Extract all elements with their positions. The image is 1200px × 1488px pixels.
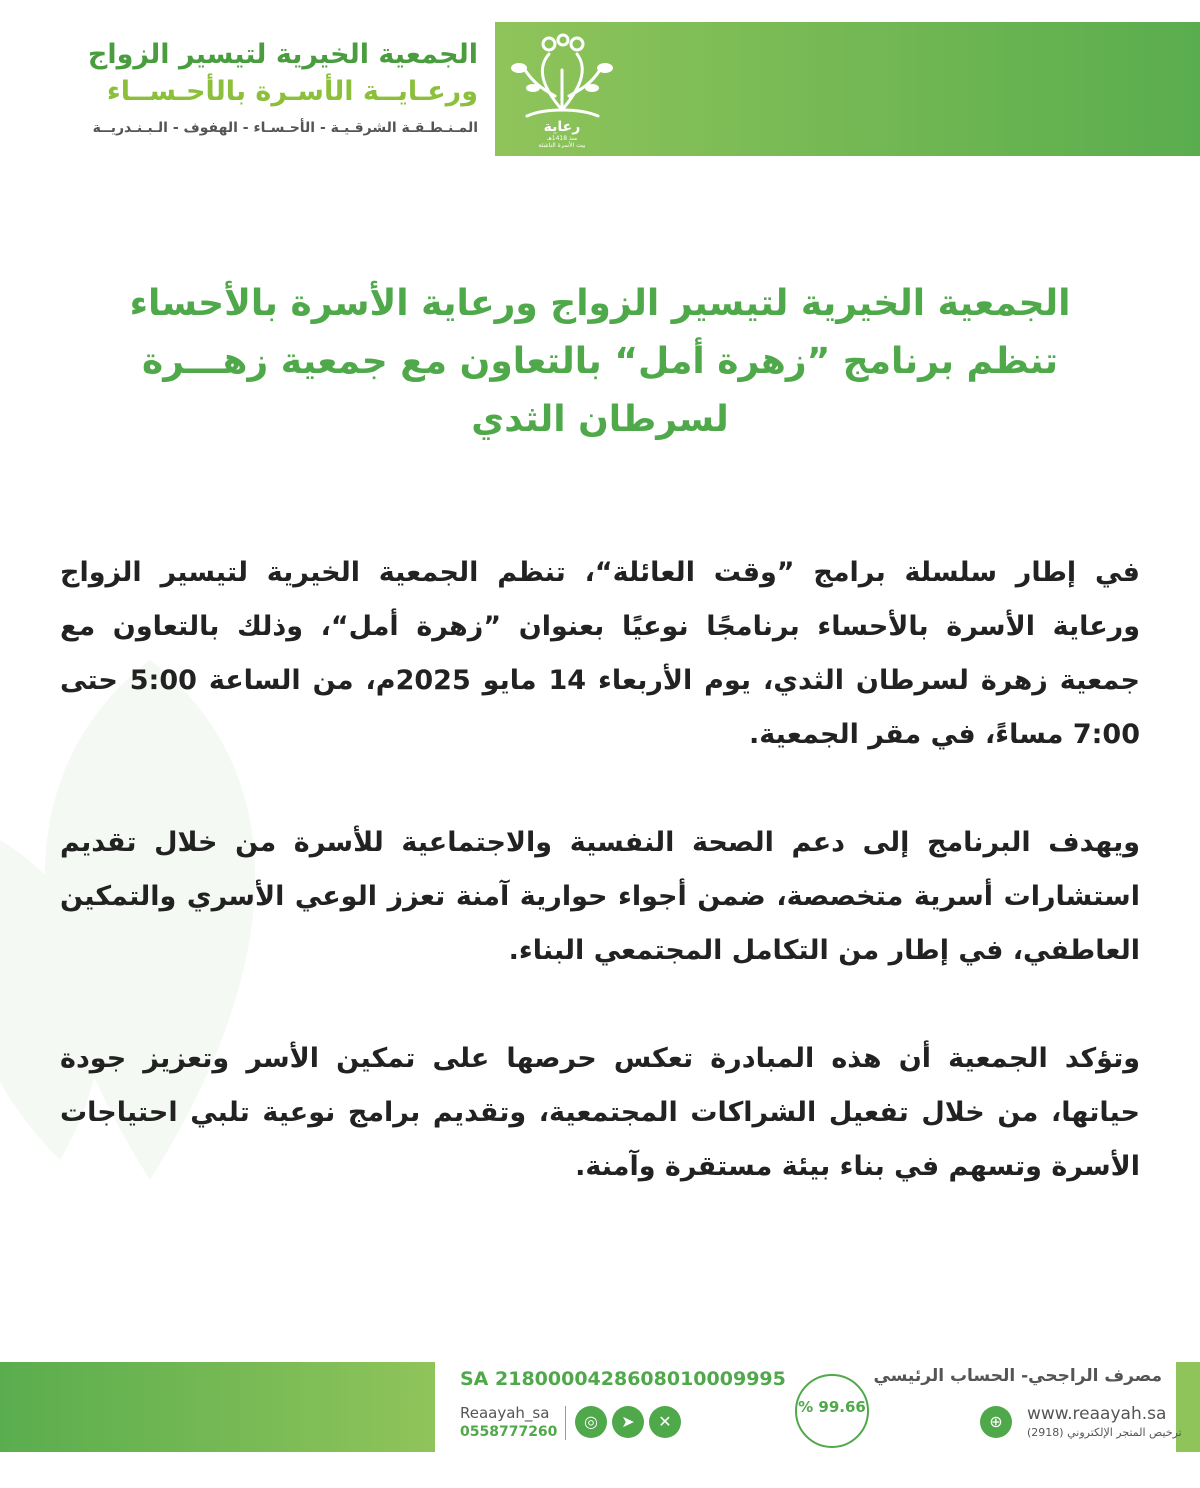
x-icon[interactable]: ✕ [649, 1406, 681, 1438]
logo-name: رعاية [543, 119, 581, 135]
telegram-icon[interactable]: ➤ [612, 1406, 644, 1438]
article-body [60, 546, 1140, 1248]
logo-tagline: بيت الأسرة الناشئة [538, 142, 586, 148]
store-license: ترخيص المتجر الإلكتروني (2918) [1027, 1426, 1182, 1439]
logo-since: منذ 1418هـ [546, 135, 578, 142]
paragraph-2: ويهدف البرنامج إلى دعم الصحة النفسية والاجتماعية للأسرة من خلال تقديم استشارات أسرية متخصصة، ضمن أجواء حوارية آمنة تعزز الوعي الأسري والتمكين العاطفي، في إطار من التكامل المجتمعي البناء. [60, 827, 1140, 966]
footer-band-left [0, 1362, 435, 1452]
globe-icon[interactable]: ⊕ [980, 1406, 1012, 1438]
org-region: المـنـطـقـة الشرقـيـة - الأحـسـاء - الهفوف - الـبـنـدريــة [92, 120, 478, 136]
org-name-line1: الجمعية الخيرية لتيسير الزواج [87, 39, 478, 70]
paragraph-3: وتؤكد الجمعية أن هذه المبادرة تعكس حرصها على تمكين الأسر وتعزيز جودة حياتها، من خلال تفعيل الشراكات المجتمعية، وتقديم برامج نوعية تلبي احتياجات الأسرة وتسهم في بناء بيئة مستقرة وآمنة. [60, 1043, 1140, 1182]
page-title [80, 275, 1120, 449]
logo [505, 30, 620, 148]
paragraph-1: في إطار سلسلة برامج ”وقت العائلة“، تنظم الجمعية الخيرية لتيسير الزواج ورعاية الأسرة بالأحساء برنامجًا نوعيًا بعنوان ”زهرة أمل“، وذلك بالتعاون مع جمعية زهرة لسرطان الثدي، يوم الأربعاء 14 مايو 2025م، من الساعة 5:00 حتى 7:00 مساءً، في مقر الجمعية. [60, 557, 1140, 750]
instagram-icon[interactable]: ◎ [575, 1406, 607, 1438]
website-link[interactable]: www.reaayah.sa [1027, 1404, 1167, 1424]
performance-badge [795, 1374, 869, 1448]
social-handle[interactable]: Reaayah_sa [460, 1404, 550, 1422]
title-line3: لسرطان الثدي [471, 399, 729, 440]
footer-divider [565, 1406, 566, 1440]
title-line1: الجمعية الخيرية لتيسير الزواج ورعاية الأسرة بالأحساء [129, 283, 1071, 324]
org-name [38, 36, 478, 136]
iban-number: SA 2180000428608010009995 [460, 1368, 786, 1390]
org-name-line2: ورعـايــة الأسـرة بالأحـســاء [106, 76, 478, 107]
phone-number[interactable]: 0558777260 [460, 1424, 558, 1440]
badge-value: % 99.66 [798, 1398, 866, 1416]
bank-name: مصرف الراجحي- الحساب الرئيسي [873, 1366, 1162, 1386]
title-line2: تنظم برنامج ”زهرة أمل“ بالتعاون مع جمعية زهـــرة [141, 341, 1059, 382]
